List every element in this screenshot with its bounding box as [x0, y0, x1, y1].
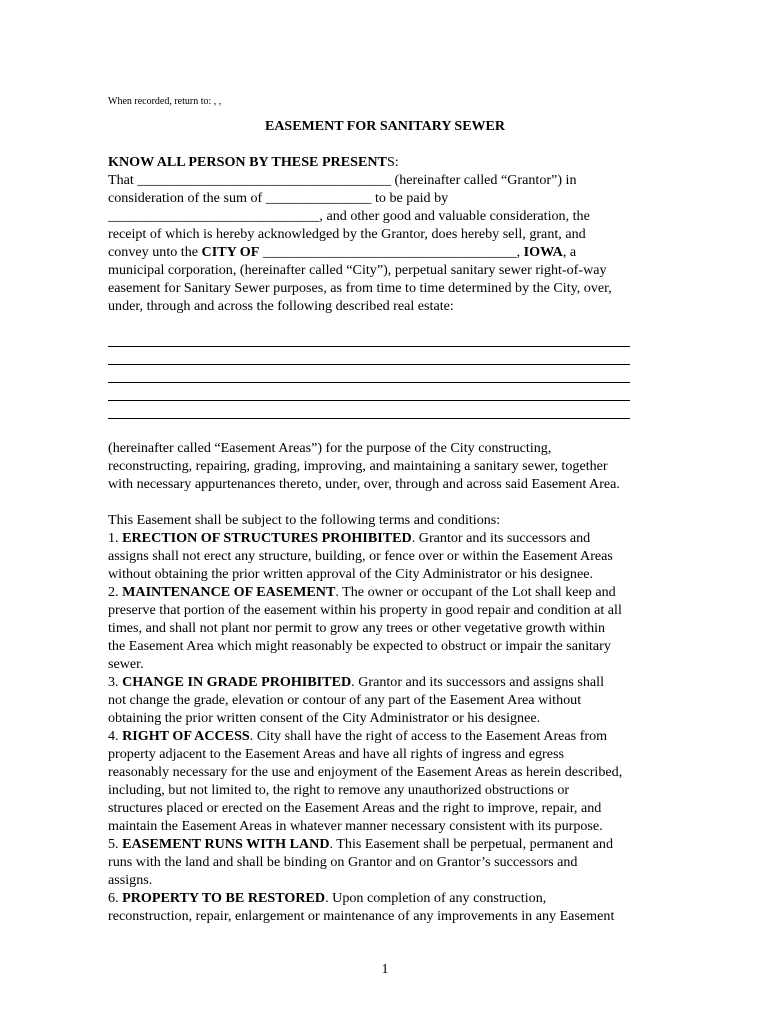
text-line [108, 189, 448, 207]
blank-line [108, 382, 630, 383]
bold-text: RIGHT OF ACCESS [122, 728, 250, 744]
text-segment: including, but not limited to, the right to remove any unauthorized obstructions or [108, 782, 570, 798]
text-line [108, 853, 577, 871]
text-segment: runs with the land and shall be binding on Grantor and on Grantor’s successors and [108, 854, 578, 870]
text-line [108, 439, 551, 457]
text-segment: 5. [108, 836, 123, 852]
text-line [108, 889, 546, 907]
recording-return-line: When recorded, return to: , , [108, 96, 222, 107]
text-line [108, 565, 593, 583]
bold-text: MAINTENANCE OF EASEMENT [122, 584, 336, 600]
text-line [108, 475, 620, 493]
text-segment: receipt of which is hereby acknowledged by the Grantor, does hereby sell, grant, and [108, 226, 586, 242]
text-segment: . Grantor and its successors and [411, 530, 591, 546]
text-segment: the Easement Area which might reasonably be expected to obstruct or impair the sanitary [108, 638, 611, 654]
text-segment: convey unto the [108, 244, 202, 260]
text-line [108, 171, 577, 189]
text-segment: 6. [108, 890, 123, 906]
text-line [108, 655, 144, 673]
text-segment: 1. [108, 530, 123, 546]
text-segment: 3. [108, 674, 123, 690]
text-segment: not change the grade, elevation or contour of any part of the Easement Area without [108, 692, 582, 708]
text-line [108, 817, 603, 835]
text-line [108, 835, 613, 853]
text-segment: sewer. [108, 656, 144, 672]
bold-text: CITY OF [201, 244, 260, 260]
text-segment: assigns. [108, 872, 153, 888]
text-segment: . Upon completion of any construction, [325, 890, 547, 906]
text-segment: under, through and across the following described real estate: [108, 298, 454, 314]
bold-text: EASEMENT RUNS WITH LAND [122, 836, 330, 852]
text-segment: assigns shall not erect any structure, building, or fence over or within the Easement Areas [108, 548, 613, 564]
text-segment: 2. [108, 584, 123, 600]
text-segment: maintain the Easement Areas in whatever manner necessary consistent with its purpose. [108, 818, 603, 834]
text-line [108, 601, 622, 619]
text-line [108, 691, 581, 709]
text-segment: ____________________________________, [259, 244, 524, 260]
text-segment: consideration of the sum of _______________ to be paid by [108, 190, 449, 206]
text-line [108, 727, 607, 745]
text-line [108, 243, 576, 261]
text-line [108, 153, 399, 171]
text-segment: reasonably necessary for the use and enjoyment of the Easement Areas as herein described, [108, 764, 623, 780]
bold-text: IOWA [523, 244, 563, 260]
text-line [108, 799, 601, 817]
text-line [108, 457, 608, 475]
blank-line [108, 364, 630, 365]
blank-line [108, 400, 630, 401]
text-line [108, 225, 586, 243]
text-segment: (hereinafter called “Easement Areas”) for the purpose of the City constructing, [108, 440, 552, 456]
bold-text: CHANGE IN GRADE PROHIBITED [122, 674, 352, 690]
text-segment: times, and shall not plant nor permit to grow any trees or other vegetative growth within [108, 620, 606, 636]
text-line [108, 583, 616, 601]
text-line [108, 529, 590, 547]
text-line [108, 261, 607, 279]
text-line [108, 547, 613, 565]
bold-text: KNOW ALL PERSON BY THESE PRESENT [108, 154, 387, 170]
bold-text: ERECTION OF STRUCTURES PROHIBITED [122, 530, 412, 546]
text-segment: S: [386, 154, 399, 170]
text-segment: ______________________________, and other good and valuable consideration, the [108, 208, 590, 224]
text-segment: obtaining the prior written consent of the City Administrator or his designee. [108, 710, 541, 726]
text-segment: with necessary appurtenances thereto, under, over, through and across said Easement Area. [108, 476, 620, 492]
text-segment: reconstruction, repair, enlargement or maintenance of any improvements in any Easement [108, 908, 615, 924]
text-segment: , a [562, 244, 577, 260]
text-line [108, 673, 604, 691]
text-line [108, 907, 614, 925]
text-segment: 4. [108, 728, 123, 744]
text-line [108, 207, 590, 225]
text-segment: municipal corporation, (hereinafter called “City”), perpetual sanitary sewer right-of-way [108, 262, 607, 278]
text-segment: . This Easement shall be perpetual, permanent and [329, 836, 613, 852]
text-segment: reconstructing, repairing, grading, improving, and maintaining a sanitary sewer, together [108, 458, 608, 474]
blank-line [108, 418, 630, 419]
text-segment: This Easement shall be subject to the following terms and conditions: [108, 512, 501, 528]
bold-text: PROPERTY TO BE RESTORED [122, 890, 326, 906]
text-line [108, 709, 540, 727]
text-segment: structures placed or erected on the Easement Areas and the right to improve, repair, and [108, 800, 602, 816]
document-title: EASEMENT FOR SANITARY SEWER [264, 119, 506, 134]
page-number: 1 [381, 962, 389, 977]
blank-line [108, 346, 630, 347]
text-segment: property adjacent to the Easement Areas and have all rights of ingress and egress [108, 746, 564, 762]
text-line [108, 279, 612, 297]
text-segment: easement for Sanitary Sewer purposes, as from time to time determined by the City, over, [108, 280, 612, 296]
text-line [108, 781, 569, 799]
text-line [108, 619, 605, 637]
text-line [108, 745, 564, 763]
text-segment: preserve that portion of the easement within his property in good repair and condition at all [108, 602, 622, 618]
text-line [108, 297, 454, 315]
text-line [108, 763, 622, 781]
text-line [108, 511, 500, 529]
text-segment: without obtaining the prior written approval of the City Administrator or his designee. [108, 566, 593, 582]
text-line [108, 637, 611, 655]
text-segment: That ____________________________________ (hereinafter called “Grantor”) in [108, 172, 577, 188]
text-segment: . City shall have the right of access to the Easement Areas from [249, 728, 608, 744]
text-segment: . Grantor and its successors and assigns shall [351, 674, 605, 690]
text-line [108, 871, 152, 889]
text-segment: . The owner or occupant of the Lot shall keep and [335, 584, 616, 600]
